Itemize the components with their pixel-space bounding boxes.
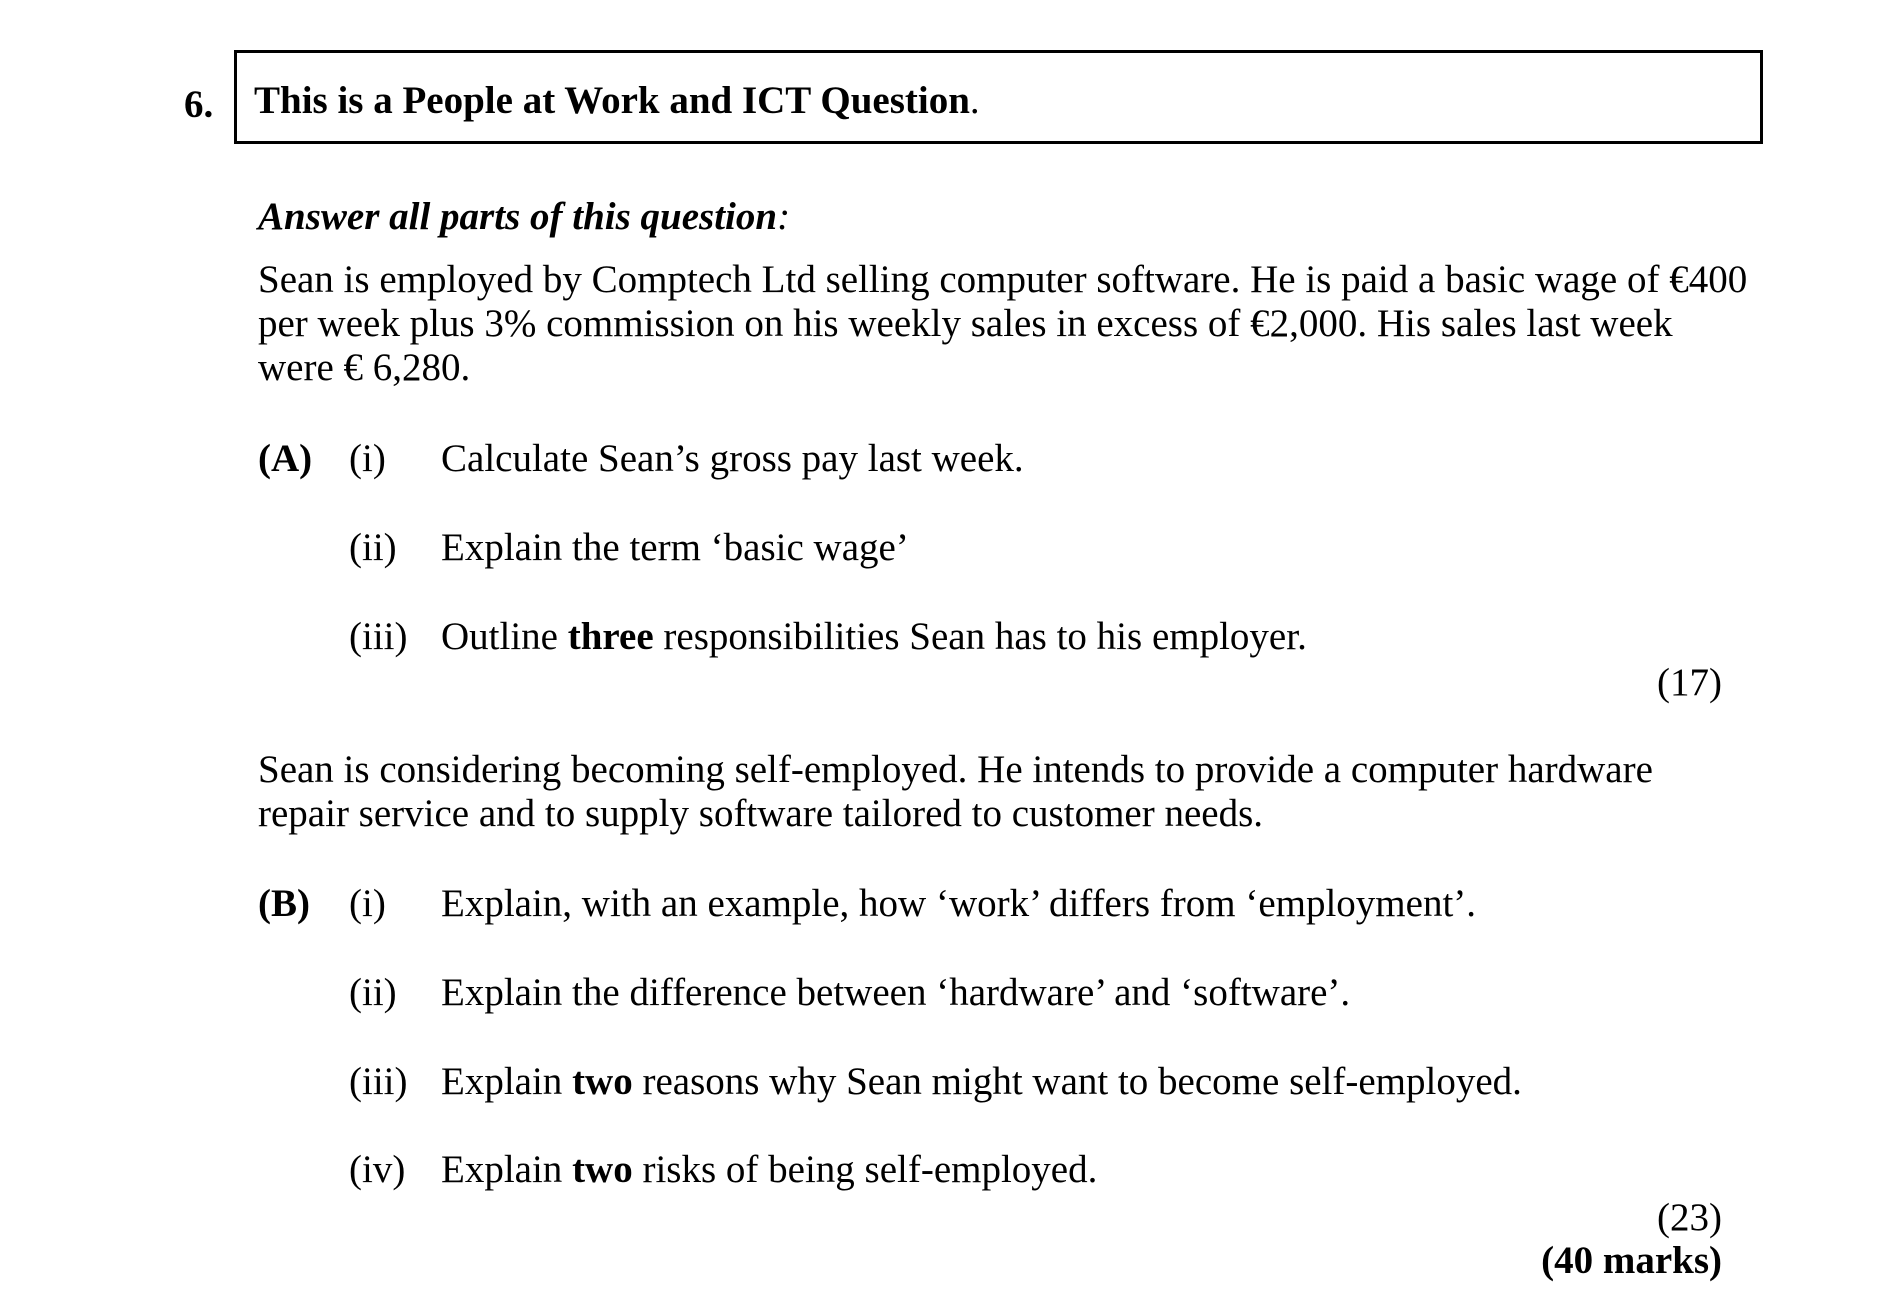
part-b-iii-post: reasons why Sean might want to become self-employed. [632,1060,1522,1103]
intro-paragraph [258,258,1747,390]
question-number: 6. [184,83,214,126]
part-b-iii-bold: two [572,1060,633,1103]
title-main: This is a People at Work and ICT Question [254,79,970,122]
part-a-iii-text [441,614,1307,659]
part-b-iv-num: (iv) [349,1148,406,1191]
instruction-colon: : [777,195,791,238]
part-b-iii-num: (iii) [349,1060,408,1103]
total-marks: (40 marks) [1541,1239,1722,1282]
intro-line-3: were € 6,280. [258,346,471,389]
question-title [254,78,980,123]
intro-line-1: Sean is employed by Comptech Ltd selling computer software. He is paid a basic wage of €400 [258,258,1748,301]
part-a-label: (A) [258,437,313,480]
context-line-1: Sean is considering becoming self-employed. He intends to provide a computer hardware [258,748,1653,791]
part-b-label: (B) [258,882,310,925]
intro-line-2: per week plus 3% commission on his weekly sales in excess of €2,000. His sales last week [258,302,1673,345]
instruction-text: Answer all parts of this question [258,195,778,238]
part-b-i-text: Explain, with an example, how ‘work’ differs from ‘employment’. [441,882,1477,925]
part-a-iii-bold: three [567,615,654,658]
part-a-iii-num: (iii) [349,615,408,658]
part-b-marks: (23) [1657,1196,1722,1239]
context-line-2: repair service and to supply software tailored to customer needs. [258,792,1263,835]
part-b-iv-pre: Explain [441,1148,573,1191]
part-a-i-num: (i) [349,437,386,480]
part-b-iv-text [441,1147,1097,1192]
part-b-iii-pre: Explain [441,1060,573,1103]
part-b-ii-num: (ii) [349,971,397,1014]
part-a-marks: (17) [1657,661,1722,704]
part-a-ii-text: Explain the term ‘basic wage’ [441,526,909,569]
part-b-i-num: (i) [349,882,386,925]
part-a-iii-post: responsibilities Sean has to his employer. [653,615,1307,658]
part-b-iv-bold: two [572,1148,633,1191]
title-end: . [969,79,980,122]
part-b-iii-text [441,1059,1522,1104]
part-a-iii-pre: Outline [441,615,568,658]
instruction [258,194,790,239]
part-b-ii-text: Explain the difference between ‘hardware’ and ‘software’. [441,971,1351,1014]
part-a-ii-num: (ii) [349,526,397,569]
part-b-context [258,748,1653,836]
part-a-i-text: Calculate Sean’s gross pay last week. [441,437,1024,480]
part-b-iv-post: risks of being self-employed. [632,1148,1098,1191]
